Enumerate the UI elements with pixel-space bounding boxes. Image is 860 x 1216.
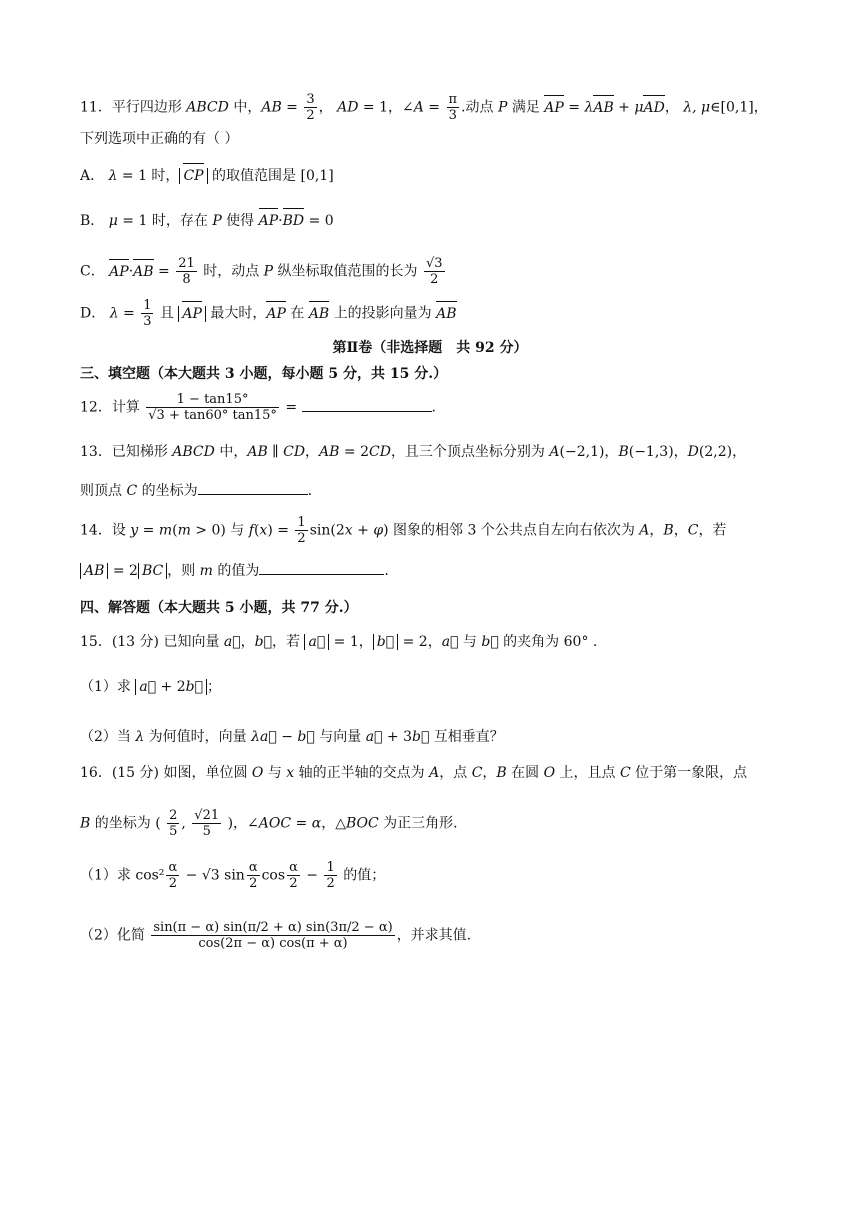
q16-part1: （1）求 cos² $\frac{\alpha}{2}$ − √3 sin $\frac{\alpha}{2}$ cos $\frac{\alpha}{2}$ − $\frac{1}{2}$ 的值； — [80, 860, 386, 891]
q15-stem: 15．(13 分) 已知向量 a⃗，b⃗，若 a⃗ = 1， b⃗ = 2，a⃗ 与 b⃗ 的夹角为 60° . — [80, 634, 598, 650]
q16-stem-line2: B 的坐标为 ( $\frac{2}{5}$ , $\frac{√21}{5}$ )，∠AOC = α，△BOC 为正三角形. — [80, 808, 458, 839]
q13-line2: 则顶点 C 的坐标为 . — [80, 483, 313, 499]
q11-option-c: C． AP·AB = $\frac{21}{8}$ 时，动点 P 纵坐标取值范围的长为 $\frac{√3}{2}$ — [80, 256, 443, 287]
q11-option-a: A． λ = 1 时， CP 的取值范围是 [0,1] — [80, 165, 800, 187]
q16-stem-line1: 16．(15 分) 如图，单位圆 O 与 x 轴的正半轴的交点为 A，点 C，B 在圆 O 上，且点 C 位于第一象限，点 — [80, 765, 748, 781]
q16-part2: （2）化简 $\frac{\sin(\pi - \alpha) \sin(\pi/2 + \alpha) \sin(3\pi/2 - \alpha)}{\cos(2\pi - \alpha) \cos(\pi + \alpha)}$ ，并求其值. — [80, 920, 472, 951]
q12: 12．计算 $\frac{1 - \tan 15^\circ}{√3 + \tan 60^\circ \tan 15^\circ}$ = . — [80, 392, 436, 423]
q14-line2: AB = 2 BC ，则 m 的值为 . — [80, 560, 800, 582]
q11-option-b: B． μ = 1 时，存在 P 使得 AP·BD = 0 — [80, 210, 800, 232]
q11-option-d: D． λ = $\frac{1}{3}$ 且 AP 最大时，AP 在 AB 上的投影向量为 AB — [80, 298, 457, 329]
q11-stem-line2: 下列选项中正确的有（ ） — [80, 131, 239, 147]
q11-stem-line1: 11．平行四边形 ABCD 中，AB = $\frac{3}{2}$ ， AD = 1，∠A = $\frac{\pi}{3}$ .动点 P 满足 AP = λAB + μAD， λ, μ∈[0,1]， — [80, 92, 768, 123]
q15-part2: （2）当 λ 为何值时，向量 λa⃗ − b⃗ 与向量 a⃗ + 3b⃗ 互相垂直？ — [80, 729, 504, 745]
q14-line1: 14．设 y = m(m > 0) 与 f(x) = $\frac{1}{2}$ sin(2x + φ) 图象的相邻 3 个公共点自左向右依次为 A，B，C，若 — [80, 515, 727, 546]
q13-line1: 13．已知梯形 ABCD 中，AB ∥ CD，AB = 2CD，且三个顶点坐标分别为 A(−2,1)，B(−1,3)，D(2,2)， — [80, 444, 747, 460]
part2-title: 第Ⅱ卷（非选择题 共 92 分） — [332, 340, 528, 356]
section3-title: 三、填空题（本大题共 3 小题，每小题 5 分，共 15 分.） — [80, 366, 448, 382]
q15-part1: （1）求 a⃗ + 2b⃗ ； — [80, 679, 222, 695]
section4-title: 四、解答题（本大题共 5 小题，共 77 分.） — [80, 600, 358, 616]
